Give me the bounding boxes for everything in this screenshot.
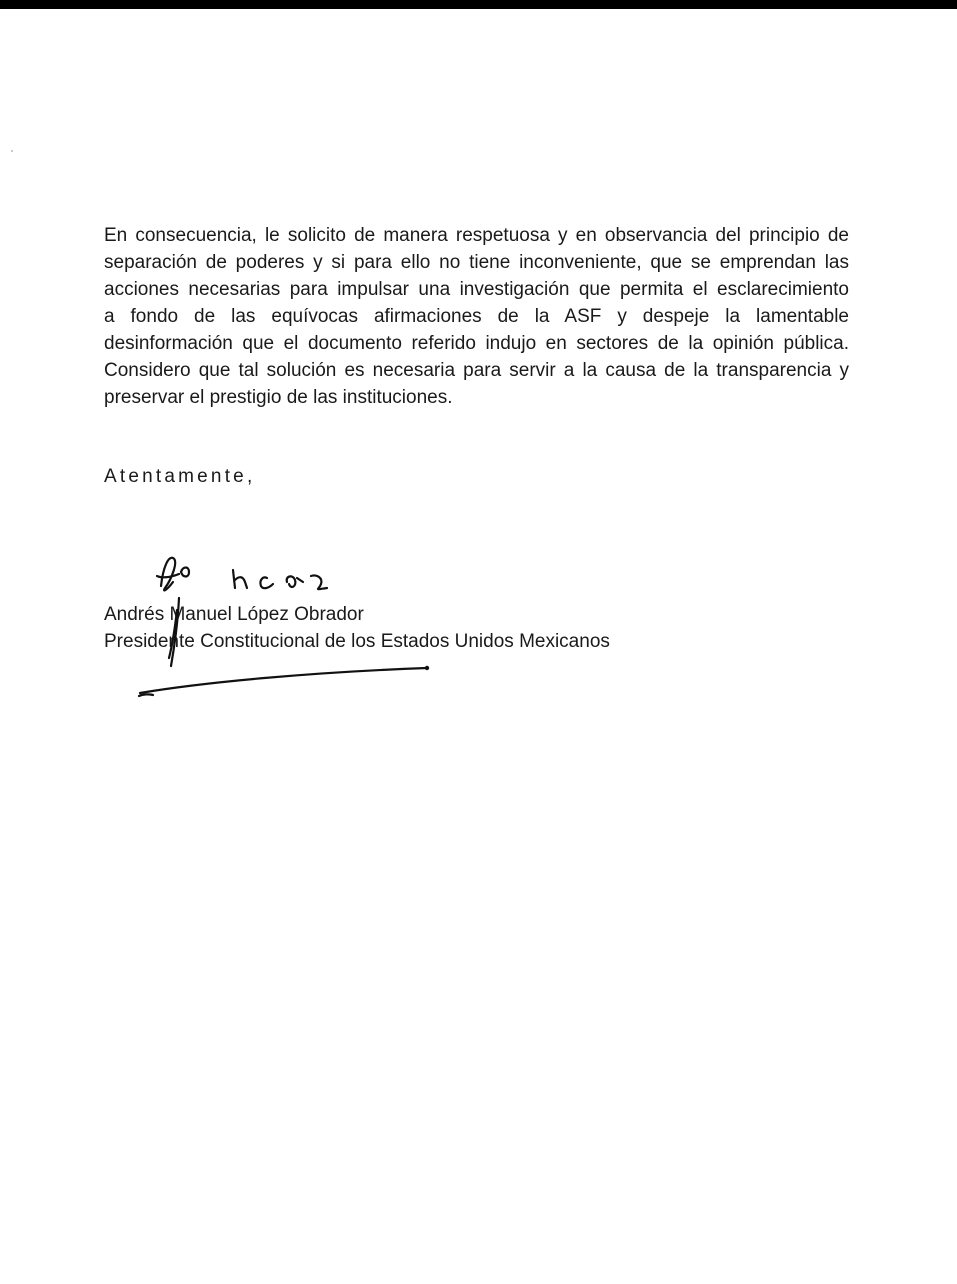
paragraph-line: preservar el prestigio de las instituciones. bbox=[104, 387, 453, 408]
closing-salutation: Atentamente, bbox=[104, 466, 256, 487]
letter-body-paragraph bbox=[104, 222, 849, 411]
handwritten-signature bbox=[135, 548, 445, 708]
paragraph-line: acciones necesarias para impulsar una investigación que permita el esclarecimiento bbox=[104, 279, 849, 300]
paragraph-line: Considero que tal solución es necesaria para servir a la causa de la transparencia y bbox=[104, 360, 849, 381]
signer-title: Presidente Constitucional de los Estados Unidos Mexicanos bbox=[104, 631, 610, 652]
paragraph-line: a fondo de las equívocas afirmaciones de la ASF y despeje la lamentable bbox=[104, 306, 849, 327]
signature-dot bbox=[425, 666, 429, 670]
paragraph-line: desinformación que el documento referido indujo en sectores de la opinión pública. bbox=[104, 333, 849, 354]
paragraph-line: separación de poderes y si para ello no tiene inconveniente, que se emprendan las bbox=[104, 252, 849, 273]
scan-speck bbox=[11, 150, 13, 152]
paragraph-line: En consecuencia, le solicito de manera respetuosa y en observancia del principio de bbox=[104, 225, 849, 246]
scan-top-edge bbox=[0, 0, 957, 9]
signer-name: Andrés Manuel López Obrador bbox=[104, 604, 364, 625]
